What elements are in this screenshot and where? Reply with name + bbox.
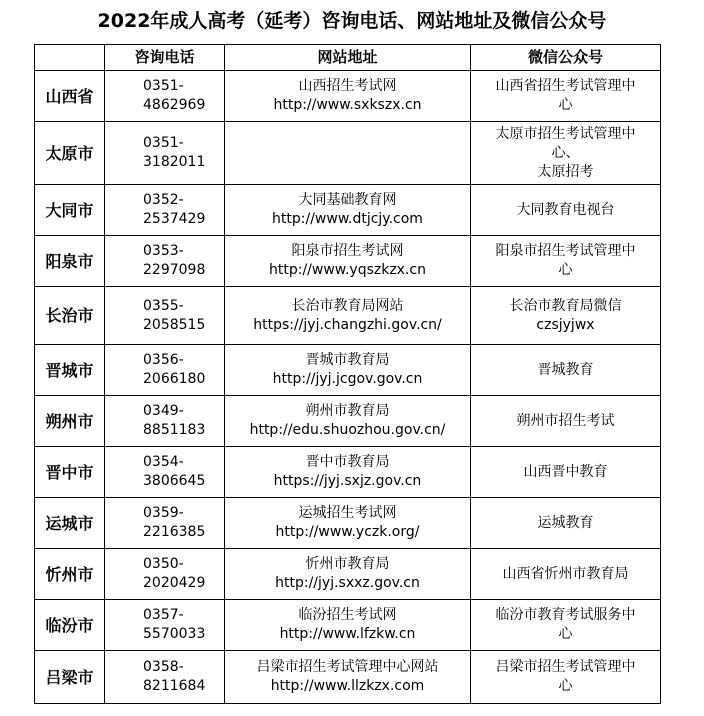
wechat-account-line: 山西省招生考试管理中	[495, 78, 636, 94]
phone-number: 2058515	[143, 316, 206, 333]
header-website: 网站地址	[225, 45, 471, 71]
city-cell	[35, 549, 105, 600]
phone-prefix: 0350-	[143, 556, 184, 572]
wechat-cell	[471, 236, 661, 287]
city-name: 忻州市	[45, 564, 94, 584]
website-name: 长治市教育局网站	[291, 297, 404, 314]
website-name: 晋中市教育局	[305, 454, 390, 470]
wechat-account-line: 心	[558, 262, 573, 278]
table-row	[35, 345, 661, 396]
phone-number: 2537429	[143, 211, 206, 227]
phone-prefix: 0349-	[143, 403, 184, 419]
website-url[interactable]: https://jyj.changzhi.gov.cn/	[253, 316, 442, 333]
city-cell	[35, 236, 105, 287]
page-title: 2022年成人高考（延考）咨询电话、网站地址及微信公众号	[97, 10, 607, 32]
city-name: 晋中市	[45, 462, 94, 482]
website-cell	[225, 447, 471, 498]
website-name: 山西招生考试网	[298, 78, 397, 94]
phone-cell	[105, 345, 225, 396]
wechat-account-line: 晋城教育	[537, 361, 594, 378]
city-cell	[35, 287, 105, 345]
phone-cell	[105, 71, 225, 122]
wechat-account-line: 大同教育电视台	[516, 201, 615, 218]
website-cell	[225, 236, 471, 287]
city-name: 晋城市	[45, 360, 94, 380]
table-row	[35, 600, 661, 651]
city-cell	[35, 396, 105, 447]
website-name: 运城招生考试网	[298, 505, 397, 521]
website-url[interactable]: http://www.yqszkzx.cn	[269, 262, 426, 278]
city-name: 临汾市	[45, 615, 94, 635]
city-cell	[35, 600, 105, 651]
phone-number: 3806645	[143, 473, 206, 489]
phone-number: 2216385	[143, 524, 206, 540]
table-body	[35, 71, 661, 704]
phone-prefix: 0356-	[143, 352, 184, 368]
wechat-account-line: 吕梁市招生考试管理中	[495, 659, 636, 675]
phone-cell	[105, 600, 225, 651]
phone-cell	[105, 498, 225, 549]
website-url[interactable]: http://www.lfzkw.cn	[279, 626, 416, 642]
table-row	[35, 549, 661, 600]
wechat-account-line: 临汾市教育考试服务中	[495, 607, 636, 623]
wechat-cell	[471, 122, 661, 185]
wechat-account-line: 长治市教育局微信	[509, 297, 622, 314]
city-cell	[35, 122, 105, 185]
wechat-cell	[471, 600, 661, 651]
website-cell	[225, 498, 471, 549]
phone-cell	[105, 396, 225, 447]
wechat-cell	[471, 185, 661, 236]
table-row	[35, 396, 661, 447]
phone-cell	[105, 236, 225, 287]
phone-prefix: 0359-	[143, 505, 184, 521]
wechat-account-line: 山西省忻州市教育局	[502, 565, 629, 582]
header-city	[35, 45, 105, 71]
wechat-account-line: 山西晋中教育	[523, 463, 608, 480]
website-cell	[225, 651, 471, 704]
table-row	[35, 185, 661, 236]
city-name: 山西省	[45, 86, 94, 106]
website-cell	[225, 122, 471, 185]
city-cell	[35, 185, 105, 236]
table-row	[35, 236, 661, 287]
header-phone: 咨询电话	[105, 45, 225, 71]
website-cell	[225, 549, 471, 600]
wechat-account-line: 心	[558, 97, 573, 113]
city-cell	[35, 651, 105, 704]
phone-cell	[105, 287, 225, 345]
table-row	[35, 287, 661, 345]
wechat-cell	[471, 71, 661, 122]
phone-number: 4862969	[143, 97, 206, 113]
phone-prefix: 0352-	[143, 192, 184, 208]
wechat-account-line: 心、	[551, 144, 580, 161]
table-row	[35, 651, 661, 704]
table-row	[35, 122, 661, 185]
phone-cell	[105, 122, 225, 185]
website-url[interactable]: http://edu.shuozhou.gov.cn/	[249, 422, 446, 438]
phone-prefix: 0354-	[143, 454, 184, 470]
wechat-cell	[471, 498, 661, 549]
city-name: 大同市	[45, 200, 94, 220]
city-cell	[35, 447, 105, 498]
website-url[interactable]: http://jyj.sxxz.gov.cn	[275, 575, 420, 591]
wechat-account-line: 心	[558, 626, 573, 642]
phone-number: 2020429	[143, 575, 206, 591]
website-cell	[225, 345, 471, 396]
website-cell	[225, 600, 471, 651]
phone-prefix: 0351-	[143, 78, 184, 94]
city-name: 阳泉市	[45, 251, 94, 271]
website-url[interactable]: http://www.dtjcjy.com	[272, 211, 423, 227]
phone-number: 2066180	[143, 371, 206, 387]
phone-number: 8851183	[143, 422, 206, 438]
city-name: 太原市	[45, 143, 94, 163]
wechat-account-line: 朔州市招生考试	[516, 412, 615, 429]
website-url[interactable]: https://jyj.sxjz.gov.cn	[273, 473, 422, 489]
wechat-account-line: 心	[558, 678, 573, 694]
contact-table	[34, 44, 661, 704]
phone-number: 3182011	[143, 154, 206, 170]
wechat-account-line: 运城教育	[537, 514, 594, 531]
wechat-account-line: czsjyjwx	[536, 316, 595, 333]
phone-number: 5570033	[143, 626, 206, 642]
city-name: 吕梁市	[45, 667, 94, 687]
wechat-cell	[471, 396, 661, 447]
wechat-cell	[471, 287, 661, 345]
wechat-account-line: 太原招考	[537, 163, 594, 180]
phone-cell	[105, 447, 225, 498]
header-wechat: 微信公众号	[471, 45, 661, 71]
city-cell	[35, 345, 105, 396]
phone-prefix: 0351-	[143, 135, 184, 151]
table-row	[35, 447, 661, 498]
phone-prefix: 0353-	[143, 243, 184, 259]
website-name: 忻州市教育局	[305, 556, 390, 572]
city-cell	[35, 498, 105, 549]
website-name: 朔州市教育局	[305, 403, 390, 419]
website-cell	[225, 396, 471, 447]
wechat-cell	[471, 651, 661, 704]
phone-prefix: 0358-	[143, 659, 184, 675]
city-name: 运城市	[45, 513, 94, 533]
website-cell	[225, 287, 471, 345]
website-cell	[225, 185, 471, 236]
phone-cell	[105, 185, 225, 236]
website-url[interactable]: http://www.yczk.org/	[275, 524, 420, 540]
wechat-cell	[471, 447, 661, 498]
phone-number: 8211684	[143, 678, 206, 694]
phone-cell	[105, 651, 225, 704]
website-url[interactable]: http://www.llzkzx.com	[270, 678, 425, 694]
wechat-account-line: 阳泉市招生考试管理中	[495, 243, 636, 259]
website-name: 吕梁市招生考试管理中心网站	[256, 659, 439, 675]
city-cell	[35, 71, 105, 122]
website-name: 临汾招生考试网	[298, 607, 397, 623]
city-name: 朔州市	[45, 411, 94, 431]
wechat-cell	[471, 549, 661, 600]
website-name: 大同基础教育网	[298, 192, 397, 208]
website-cell	[225, 71, 471, 122]
city-name: 长治市	[45, 306, 94, 325]
phone-prefix: 0355-	[143, 297, 184, 314]
table-header-row	[35, 45, 661, 71]
table-row	[35, 498, 661, 549]
wechat-cell	[471, 345, 661, 396]
wechat-account-line: 太原市招生考试管理中	[495, 125, 636, 142]
phone-number: 2297098	[143, 262, 206, 278]
table-row	[35, 71, 661, 122]
website-url[interactable]: http://jyj.jcgov.gov.cn	[272, 371, 423, 387]
phone-prefix: 0357-	[143, 607, 184, 623]
website-name: 阳泉市招生考试网	[291, 243, 404, 259]
website-name: 晋城市教育局	[305, 352, 390, 368]
website-url[interactable]: http://www.sxkszx.cn	[273, 97, 422, 113]
phone-cell	[105, 549, 225, 600]
